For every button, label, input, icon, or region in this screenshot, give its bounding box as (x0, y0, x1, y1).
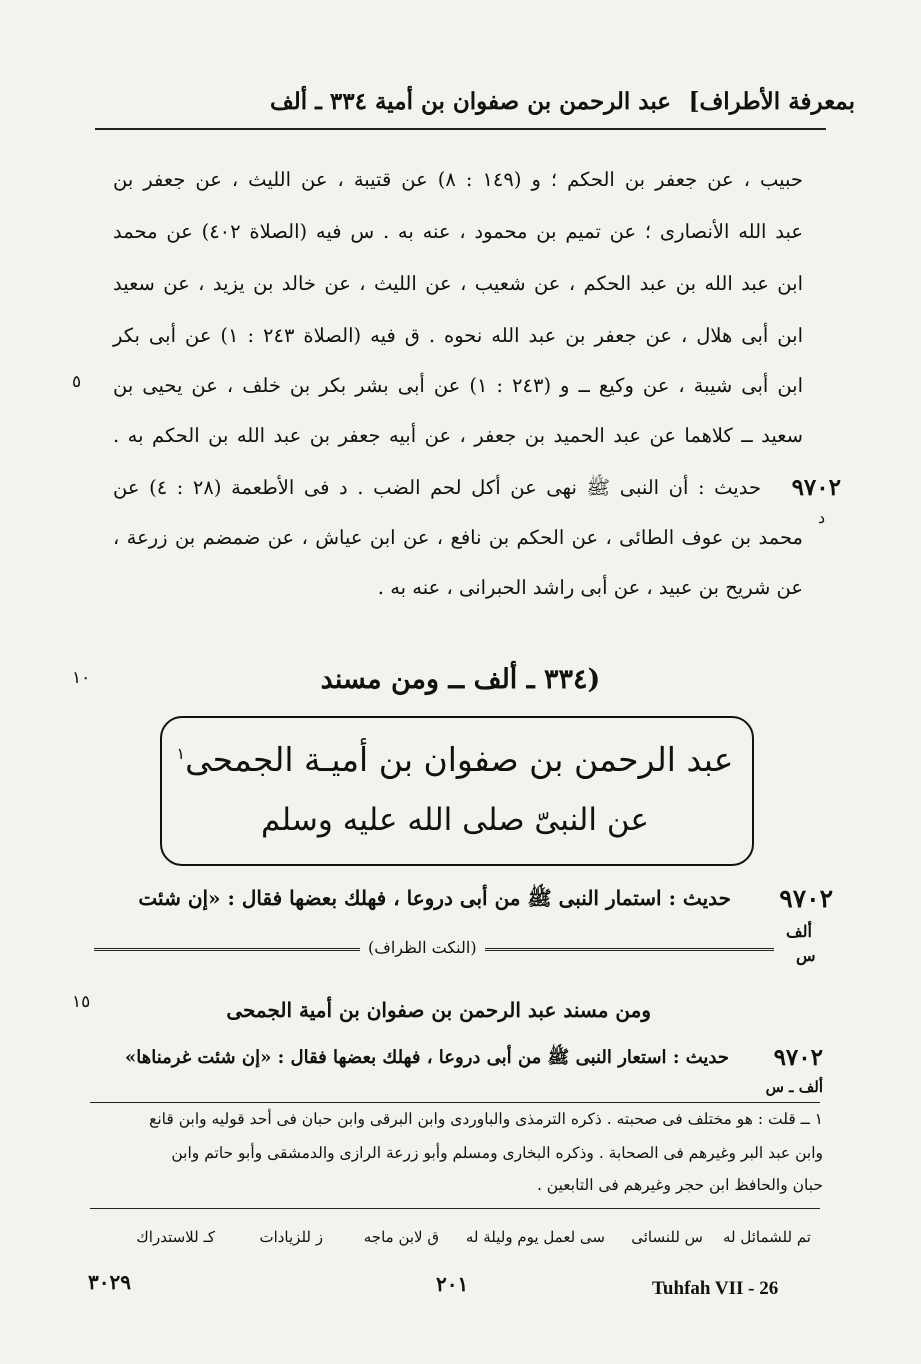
page-number-left: ٣٠٢٩ (88, 1270, 131, 1294)
key-ibn-majah: ق لابن ماجه (363, 1228, 439, 1246)
key-rule (90, 1208, 820, 1209)
running-head-title: عبد الرحمن بن صفوان بن أمية ٣٣٤ ـ ألف (269, 88, 671, 115)
running-foot: Tuhfah VII - 26 (652, 1278, 779, 1299)
nukat-entry-sigla: ألف ـ س (765, 1078, 823, 1096)
page-number-center: ٢٠١ (436, 1272, 469, 1296)
nukat-entry-text: حديث : استعار النبى ﷺ من أبى دروعا ، فهلك بعضها فقال : «إن شئت غرمناها» (125, 1047, 729, 1068)
body-line-3: ابن عبد الله بن عبد الحكم ، عن شعيب ، عن الليث ، عن خالد بن يزيد ، عن سعيد (113, 272, 803, 295)
key-shamail: تم للشمائل له (722, 1228, 811, 1246)
body-line-1: حبيب ، عن جعفر بن الحكم ؛ و (١٤٩ : ٨) عن قتيبة ، عن الليث ، عن جعفر بن (113, 168, 803, 191)
section-title: (٣٣٤ ـ ألف ــ ومن مسند (320, 664, 601, 695)
nukat-label: (النكت الظراف) (360, 938, 485, 957)
body-line-5: ابن أبى شيبة ، عن وكيع ــ و (٢٤٣ : ١) عن أبى بشر بكر بن خلف ، عن يحيى بن (113, 374, 804, 397)
key-amal-yawm: سى لعمل يوم وليلة له (465, 1228, 605, 1246)
hadith-line-3: عن شريح بن عبيد ، عن أبى راشد الحبرانى ، عنه به . (377, 576, 803, 599)
companion-name: عبد الرحمن بن صفوان بن أميـة الجمحى$^١$ (176, 740, 734, 779)
nukat-title: ومن مسند عبد الرحمن بن صفوان بن أمية الجمحى (226, 998, 651, 1022)
running-head-right: بمعرفة الأطراف] (688, 88, 855, 115)
body-line-2: عبد الله الأنصارى ؛ عن تميم بن محمود ، عنه به . س فيه (الصلاة ٤٠٢) عن محمد (113, 220, 803, 243)
footnote-line-2: وابن عبد البر وغيرهم فى الصحابة . وذكره البخارى ومسلم وأبو زرعة الرازى والدمشقى وأبو حاتم وابن (171, 1144, 823, 1162)
margin-line-number-15: ١٥ (72, 992, 91, 1012)
key-istidrak: كـ للاستدراك (136, 1228, 215, 1246)
entry-number: ٩٧٠٢ (779, 884, 833, 913)
key-ziyadat: ز للزيادات (259, 1228, 323, 1246)
entry-text: حديث : استمار النبى ﷺ من أبى دروعا ، فهلك بعضها فقال : «إن شئت (138, 886, 731, 910)
margin-sigla: د (818, 508, 826, 527)
body-line-4: ابن أبى هلال ، عن جعفر بن عبد الله نحوه . ق فيه (الصلاة ٢٤٣ : ١) عن أبى بكر (113, 324, 803, 347)
margin-line-number-5: ٥ (72, 372, 82, 392)
hadith-number: ٩٧٠٢ (791, 474, 841, 501)
footnote-mark: ١ (176, 744, 186, 763)
footnote-rule (90, 1102, 820, 1103)
hadith-line-2: محمد بن عوف الطائى ، عن الحكم بن نافع ، عن ابن عياش ، عن ضمضم بن زرعة ، (113, 526, 803, 549)
entry-sigla-1: ألف (786, 922, 812, 941)
companion-subtitle: عن النبىّ صلى الله عليه وسلم (261, 802, 649, 838)
entry-sigla-2: س (796, 946, 816, 965)
hadith-line-1: حديث : أن النبى ﷺ نهى عن أكل لحم الضب . د فى الأطعمة (٢٨ : ٤) عن (113, 476, 762, 499)
key-nasai: س للنسائى (631, 1228, 703, 1246)
body-line-6: سعيد ــ كلاهما عن عبد الحميد بن جعفر ، عن أبيه جعفر بن عبد الله بن الحكم به . (113, 424, 803, 447)
footnote-line-3: حبان والحافظ ابن حجر وغيرهم فى التابعين . (536, 1176, 823, 1194)
companion-name-box (160, 716, 754, 866)
footnote-line-1: ١ ــ قلت : هو مختلف فى صحبته . ذكره الترمذى والباوردى وابن البرقى وابن حبان فى أحد قوليه وابن قانع (149, 1110, 823, 1128)
nukat-entry-number: ٩٧٠٢ (773, 1044, 823, 1071)
margin-line-number-10: ١٠ (72, 668, 91, 688)
header-rule (95, 128, 826, 130)
